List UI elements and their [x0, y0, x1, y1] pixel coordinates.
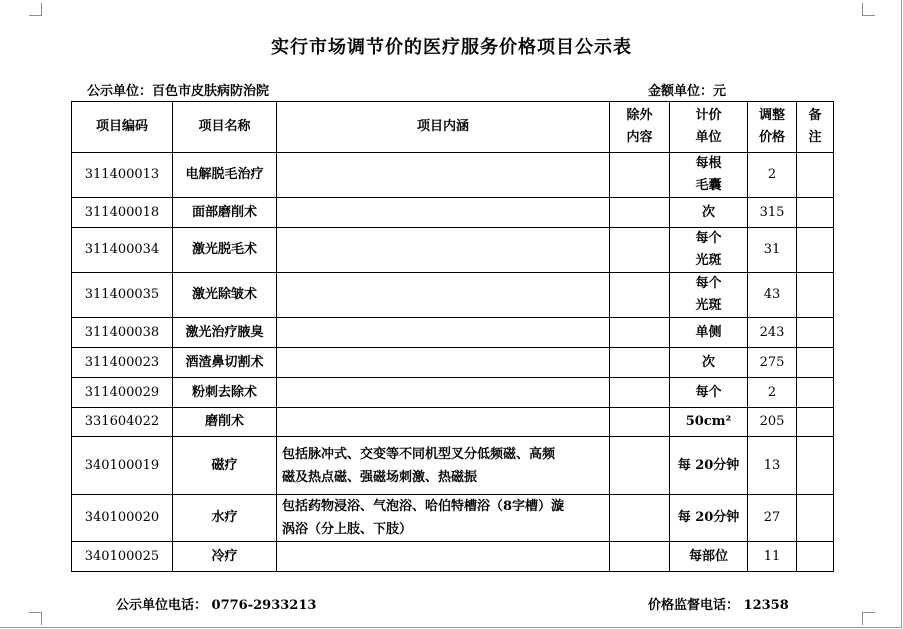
header-unit-line2: 单位	[695, 130, 722, 145]
cell-price: 31	[748, 228, 797, 273]
cell-unit-line1: 每根	[695, 156, 722, 171]
table-row	[72, 273, 834, 318]
cell-price: 243	[748, 318, 797, 348]
cell-unit	[670, 228, 748, 273]
cell-content	[277, 228, 610, 273]
margin-corner-top-left	[29, 3, 42, 16]
cell-unit: 每部位	[670, 542, 748, 572]
cell-unit-line2: 光斑	[695, 298, 722, 313]
cell-price: 43	[748, 273, 797, 318]
cell-price: 11	[748, 542, 797, 572]
cell-name: 激光脱毛术	[173, 228, 277, 273]
cell-unit	[670, 153, 748, 198]
cell-unit: 单侧	[670, 318, 748, 348]
cell-name: 磨削术	[173, 408, 277, 437]
margin-corner-top-right	[862, 3, 875, 16]
cell-content	[277, 408, 610, 437]
cell-unit: 每个	[670, 378, 748, 408]
cell-remark	[797, 228, 834, 273]
cell-content	[277, 542, 610, 572]
cell-code: 340100019	[72, 437, 173, 495]
cell-content-line1: 包括药物浸浴、气泡浴、哈伯特槽浴（8字槽）漩	[282, 499, 565, 514]
cell-content	[277, 153, 610, 198]
cell-name: 冷疗	[173, 542, 277, 572]
cell-name: 电解脱毛治疗	[173, 153, 277, 198]
header-price-line1: 调整	[758, 108, 785, 123]
price-table	[71, 101, 834, 572]
table-header-row	[72, 102, 834, 153]
table-row	[72, 495, 834, 542]
table-row	[72, 437, 834, 495]
publisher-phone: 公示单位电话： 0776-2933213	[116, 598, 317, 613]
cell-content-line2: 涡浴（分上肢、下肢）	[282, 522, 413, 537]
cell-name: 磁疗	[173, 437, 277, 495]
cell-code: 311400023	[72, 348, 173, 378]
cell-code: 340100020	[72, 495, 173, 542]
cell-name: 面部磨削术	[173, 198, 277, 228]
cell-price: 13	[748, 437, 797, 495]
cell-unit-line2: 毛囊	[695, 178, 722, 193]
header-name: 项目名称	[173, 102, 277, 153]
cell-unit: 50cm²	[670, 408, 748, 437]
cell-code: 311400013	[72, 153, 173, 198]
cell-unit: 每 20分钟	[670, 495, 748, 542]
cell-remark	[797, 318, 834, 348]
cell-remark	[797, 348, 834, 378]
table-row	[72, 378, 834, 408]
cell-content	[277, 495, 610, 542]
cell-exclusion	[610, 542, 670, 572]
table-row	[72, 198, 834, 228]
cell-exclusion	[610, 408, 670, 437]
cell-code: 331604022	[72, 408, 173, 437]
cell-code: 311400029	[72, 378, 173, 408]
cell-price: 315	[748, 198, 797, 228]
header-exclusion-line1: 除外	[626, 108, 653, 123]
cell-remark	[797, 495, 834, 542]
cell-unit: 次	[670, 198, 748, 228]
cell-name: 激光除皱术	[173, 273, 277, 318]
header-unit	[670, 102, 748, 153]
supervision-phone: 价格监督电话： 12358	[648, 598, 789, 613]
cell-remark	[797, 273, 834, 318]
cell-remark	[797, 198, 834, 228]
cell-code: 311400018	[72, 198, 173, 228]
header-price	[748, 102, 797, 153]
publisher-label: 公示单位：百色市皮肤病防治院	[87, 84, 270, 99]
table-row	[72, 318, 834, 348]
document-title: 实行市场调节价的医疗服务价格项目公示表	[271, 37, 632, 58]
header-code: 项目编码	[72, 102, 173, 153]
header-remark	[797, 102, 834, 153]
cell-exclusion	[610, 378, 670, 408]
cell-unit-line1: 每个	[695, 231, 722, 246]
margin-corner-bottom-left	[29, 612, 42, 625]
cell-content	[277, 437, 610, 495]
cell-remark	[797, 153, 834, 198]
cell-name: 粉刺去除术	[173, 378, 277, 408]
cell-code: 340100025	[72, 542, 173, 572]
cell-price: 205	[748, 408, 797, 437]
cell-content	[277, 273, 610, 318]
cell-exclusion	[610, 273, 670, 318]
cell-code: 311400038	[72, 318, 173, 348]
cell-remark	[797, 437, 834, 495]
cell-content-line1: 包括脉冲式、交变等不同机型叉分低频磁、高频	[282, 446, 556, 462]
margin-corner-bottom-right	[862, 612, 875, 625]
cell-content	[277, 198, 610, 228]
cell-price: 27	[748, 495, 797, 542]
header-content: 项目内涵	[277, 102, 610, 153]
cell-exclusion	[610, 153, 670, 198]
cell-price: 2	[748, 153, 797, 198]
cell-exclusion	[610, 437, 670, 495]
cell-content	[277, 378, 610, 408]
header-exclusion	[610, 102, 670, 153]
header-price-line2: 价格	[758, 130, 785, 145]
cell-unit-line2: 光斑	[695, 253, 722, 268]
cell-code: 311400035	[72, 273, 173, 318]
cell-exclusion	[610, 495, 670, 542]
table-row	[72, 348, 834, 378]
header-unit-line1: 计价	[695, 108, 722, 123]
cell-name: 酒渣鼻切割术	[173, 348, 277, 378]
cell-unit-line1: 每个	[695, 276, 722, 291]
cell-code: 311400034	[72, 228, 173, 273]
cell-exclusion	[610, 318, 670, 348]
header-exclusion-line2: 内容	[626, 130, 653, 145]
table-row	[72, 153, 834, 198]
cell-unit: 次	[670, 348, 748, 378]
cell-price: 275	[748, 348, 797, 378]
header-remark-line2: 注	[808, 130, 822, 145]
cell-name: 激光治疗腋臭	[173, 318, 277, 348]
cell-content	[277, 318, 610, 348]
cell-unit	[670, 273, 748, 318]
cell-name: 水疗	[173, 495, 277, 542]
table-row	[72, 542, 834, 572]
cell-remark	[797, 378, 834, 408]
cell-exclusion	[610, 228, 670, 273]
cell-exclusion	[610, 348, 670, 378]
table-row	[72, 408, 834, 437]
cell-unit: 每 20分钟	[670, 437, 748, 495]
header-remark-line1: 备	[808, 108, 822, 123]
cell-exclusion	[610, 198, 670, 228]
cell-price: 2	[748, 378, 797, 408]
cell-remark	[797, 542, 834, 572]
cell-remark	[797, 408, 834, 437]
cell-content	[277, 348, 610, 378]
cell-content-line2: 磁及热点磁、强磁场刺激、热磁振	[282, 469, 478, 485]
table-row	[72, 228, 834, 273]
amount-unit-label: 金额单位：元	[648, 84, 727, 99]
